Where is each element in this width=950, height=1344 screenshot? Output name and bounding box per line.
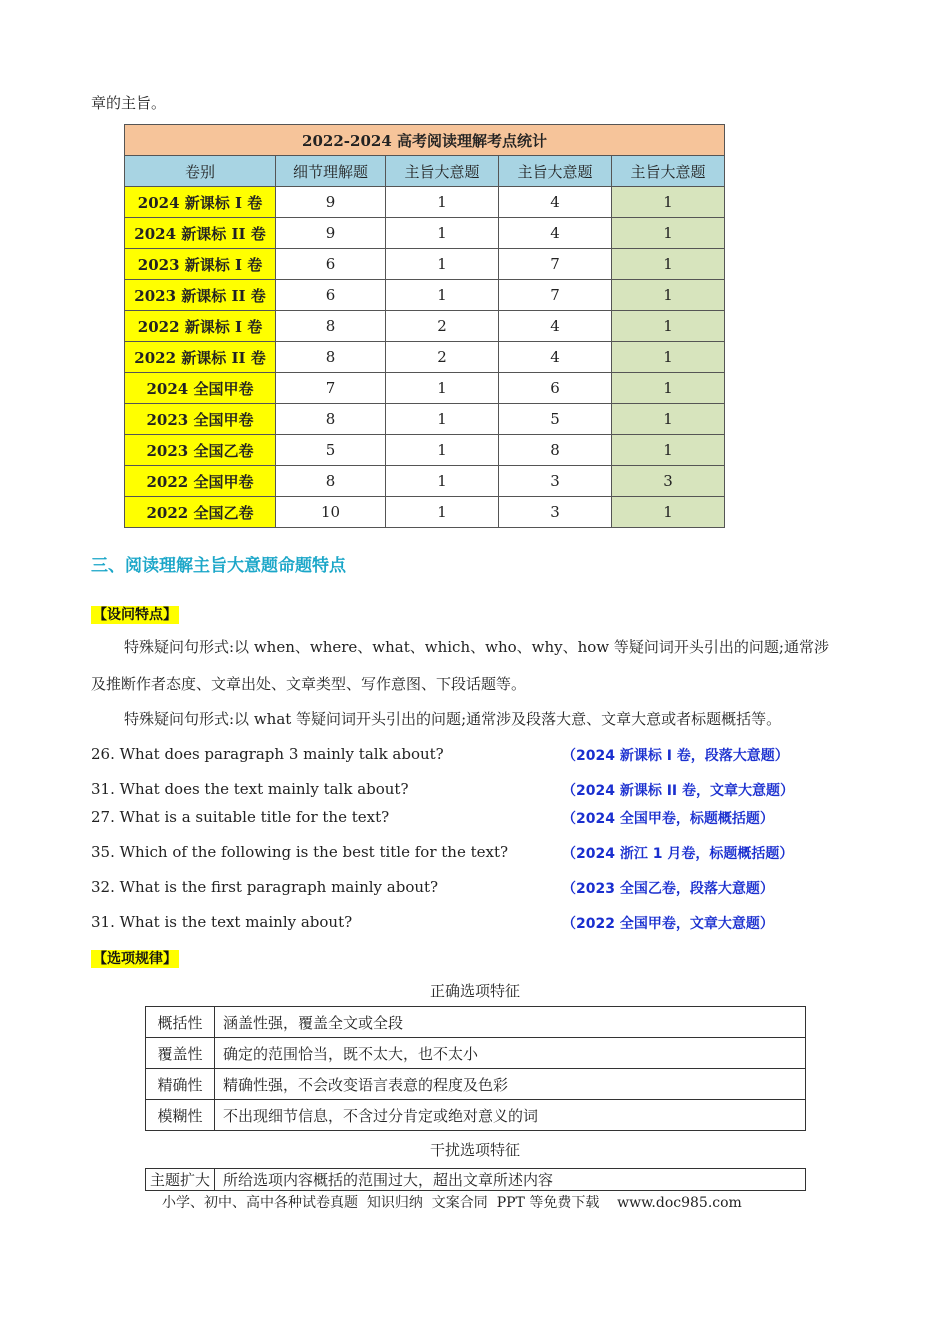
table-row bbox=[146, 1069, 806, 1100]
count-cell: 1 bbox=[386, 218, 499, 249]
stats-header-cell: 细节理解题 bbox=[276, 156, 386, 187]
exam-name-cell: 2022 新课标 II 卷 bbox=[125, 342, 276, 373]
question-source: （2024 新课标 II 卷，文章大意题） bbox=[562, 783, 795, 799]
question-source: （2024 浙江 1 月卷，标题概括题） bbox=[562, 846, 794, 862]
feature-desc: 涵盖性强，覆盖全文或全段 bbox=[215, 1007, 806, 1038]
stats-header-cell: 主旨大意题 bbox=[612, 156, 725, 187]
count-cell: 7 bbox=[499, 249, 612, 280]
exam-stats-table bbox=[124, 124, 725, 528]
table-row bbox=[125, 342, 725, 373]
count-cell: 1 bbox=[612, 435, 725, 466]
count-cell: 1 bbox=[386, 280, 499, 311]
count-cell: 10 bbox=[276, 497, 386, 528]
stats-table-title: 2022-2024 高考阅读理解考点统计 bbox=[125, 125, 725, 156]
question-source: （2024 全国甲卷，标题概括题） bbox=[562, 811, 774, 827]
count-cell: 4 bbox=[499, 218, 612, 249]
exam-name-cell: 2022 全国乙卷 bbox=[125, 497, 276, 528]
count-cell: 3 bbox=[612, 466, 725, 497]
count-cell: 1 bbox=[386, 187, 499, 218]
question-text: 31. What does the text mainly talk about? bbox=[91, 780, 409, 798]
question-text: 27. What is a suitable title for the text? bbox=[91, 808, 390, 826]
table-row bbox=[146, 1007, 806, 1038]
section-heading: 三、阅读理解主旨大意题命题特点 bbox=[91, 556, 346, 576]
table-row bbox=[125, 249, 725, 280]
count-cell: 4 bbox=[499, 311, 612, 342]
option-rules-tag: 【选项规律】 bbox=[93, 951, 177, 967]
count-cell: 8 bbox=[499, 435, 612, 466]
count-cell: 1 bbox=[612, 404, 725, 435]
exam-name-cell: 2023 全国乙卷 bbox=[125, 435, 276, 466]
exam-name-cell: 2023 新课标 I 卷 bbox=[125, 249, 276, 280]
question-source: （2022 全国甲卷，文章大意题） bbox=[562, 916, 774, 932]
paragraph-1-line-1: 特殊疑问句形式:以 when、where、what、which、who、why、how 等疑问词开头引出的问题;通常涉 bbox=[124, 638, 829, 656]
feature-desc: 不出现细节信息，不含过分肯定或绝对意义的词 bbox=[215, 1100, 806, 1131]
count-cell: 1 bbox=[612, 342, 725, 373]
exam-name-cell: 2023 新课标 II 卷 bbox=[125, 280, 276, 311]
count-cell: 1 bbox=[386, 497, 499, 528]
count-cell: 9 bbox=[276, 187, 386, 218]
feature-desc: 所给选项内容概括的范围过大，超出文章所述内容 bbox=[215, 1169, 806, 1191]
count-cell: 6 bbox=[276, 280, 386, 311]
paragraph-2: 特殊疑问句形式:以 what 等疑问词开头引出的问题;通常涉及段落大意、文章大意或者标题概括等。 bbox=[124, 710, 782, 728]
feature-key: 精确性 bbox=[146, 1069, 215, 1100]
count-cell: 1 bbox=[386, 435, 499, 466]
question-text: 35. Which of the following is the best title for the text? bbox=[91, 843, 509, 861]
count-cell: 5 bbox=[499, 404, 612, 435]
count-cell: 7 bbox=[276, 373, 386, 404]
count-cell: 8 bbox=[276, 466, 386, 497]
count-cell: 1 bbox=[612, 249, 725, 280]
count-cell: 1 bbox=[612, 497, 725, 528]
table-row bbox=[125, 280, 725, 311]
feature-desc: 精确性强，不会改变语言表意的程度及色彩 bbox=[215, 1069, 806, 1100]
count-cell: 2 bbox=[386, 342, 499, 373]
table-row bbox=[125, 435, 725, 466]
count-cell: 8 bbox=[276, 404, 386, 435]
question-text: 26. What does paragraph 3 mainly talk about? bbox=[91, 745, 444, 763]
table-row bbox=[125, 373, 725, 404]
count-cell: 9 bbox=[276, 218, 386, 249]
table-row bbox=[125, 404, 725, 435]
count-cell: 8 bbox=[276, 342, 386, 373]
count-cell: 3 bbox=[499, 466, 612, 497]
count-cell: 1 bbox=[612, 218, 725, 249]
count-cell: 1 bbox=[612, 311, 725, 342]
page-footer: 小学、初中、高中各种试卷真题 知识归纳 文案合同 PPT 等免费下载 www.doc985.com bbox=[162, 1195, 742, 1211]
count-cell: 1 bbox=[386, 404, 499, 435]
table-row bbox=[125, 311, 725, 342]
count-cell: 8 bbox=[276, 311, 386, 342]
exam-name-cell: 2024 全国甲卷 bbox=[125, 373, 276, 404]
question-text: 31. What is the text mainly about? bbox=[91, 913, 353, 931]
stats-title-row bbox=[125, 125, 725, 156]
table-row bbox=[146, 1169, 806, 1191]
count-cell: 3 bbox=[499, 497, 612, 528]
table-row bbox=[125, 218, 725, 249]
count-cell: 1 bbox=[386, 373, 499, 404]
stats-header-row bbox=[125, 156, 725, 187]
count-cell: 4 bbox=[499, 342, 612, 373]
table-row bbox=[146, 1100, 806, 1131]
intro-fragment: 章的主旨。 bbox=[91, 94, 167, 112]
stats-header-cell: 主旨大意题 bbox=[386, 156, 499, 187]
feature-key: 主题扩大 bbox=[146, 1169, 215, 1191]
correct-options-caption: 正确选项特征 bbox=[429, 982, 520, 1000]
stats-header-cell: 卷别 bbox=[125, 156, 276, 187]
exam-name-cell: 2024 新课标 I 卷 bbox=[125, 187, 276, 218]
correct-options-table bbox=[145, 1006, 806, 1131]
feature-key: 概括性 bbox=[146, 1007, 215, 1038]
table-row bbox=[125, 187, 725, 218]
table-row bbox=[125, 497, 725, 528]
table-row bbox=[146, 1038, 806, 1069]
count-cell: 2 bbox=[386, 311, 499, 342]
exam-name-cell: 2023 全国甲卷 bbox=[125, 404, 276, 435]
question-source: （2024 新课标 I 卷，段落大意题） bbox=[562, 748, 789, 764]
count-cell: 6 bbox=[499, 373, 612, 404]
feature-desc: 确定的范围恰当，既不太大，也不太小 bbox=[215, 1038, 806, 1069]
count-cell: 1 bbox=[386, 249, 499, 280]
distractor-options-caption: 干扰选项特征 bbox=[429, 1141, 520, 1159]
count-cell: 4 bbox=[499, 187, 612, 218]
question-text: 32. What is the first paragraph mainly about? bbox=[91, 878, 439, 896]
exam-name-cell: 2022 全国甲卷 bbox=[125, 466, 276, 497]
count-cell: 1 bbox=[612, 280, 725, 311]
distractor-options-table bbox=[145, 1168, 806, 1191]
count-cell: 7 bbox=[499, 280, 612, 311]
count-cell: 1 bbox=[612, 187, 725, 218]
count-cell: 5 bbox=[276, 435, 386, 466]
exam-name-cell: 2022 新课标 I 卷 bbox=[125, 311, 276, 342]
exam-name-cell: 2024 新课标 II 卷 bbox=[125, 218, 276, 249]
count-cell: 1 bbox=[612, 373, 725, 404]
paragraph-1-line-2: 及推断作者态度、文章出处、文章类型、写作意图、下段话题等。 bbox=[91, 675, 527, 693]
stats-header-cell: 主旨大意题 bbox=[499, 156, 612, 187]
count-cell: 6 bbox=[276, 249, 386, 280]
question-source: （2023 全国乙卷，段落大意题） bbox=[562, 881, 774, 897]
feature-key: 覆盖性 bbox=[146, 1038, 215, 1069]
count-cell: 1 bbox=[386, 466, 499, 497]
feature-key: 模糊性 bbox=[146, 1100, 215, 1131]
question-features-tag: 【设问特点】 bbox=[93, 607, 177, 623]
table-row bbox=[125, 466, 725, 497]
